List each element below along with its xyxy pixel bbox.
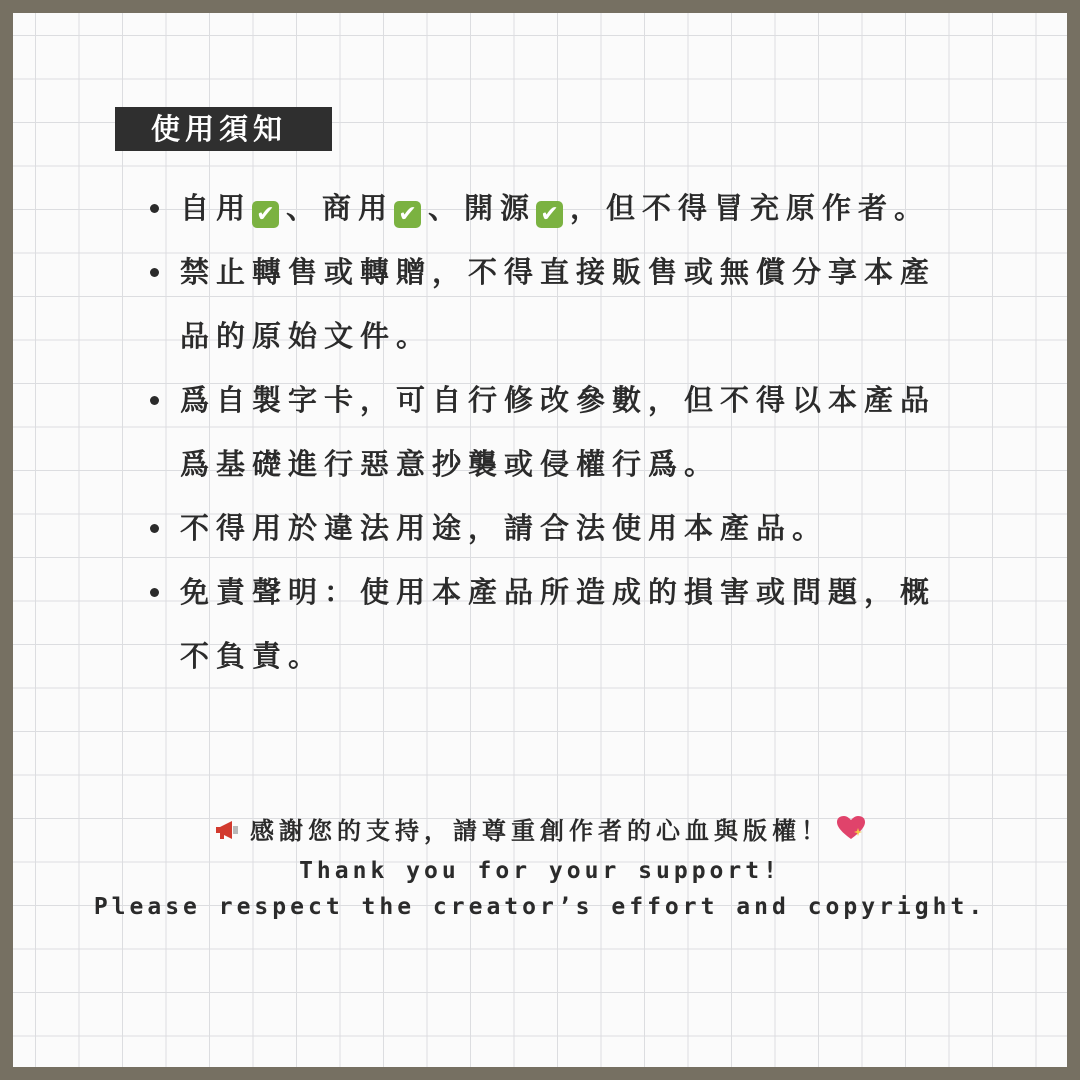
rule-text: 自用 xyxy=(180,191,253,225)
footer-thanks-zh xyxy=(13,813,1067,853)
rule-item-resale: 禁止轉售或轉贈，不得直接販售或無償分享本產品的原始文件。 xyxy=(150,240,970,368)
rule-item-custom-card: 爲自製字卡，可自行修改參數，但不得以本產品爲基礎進行惡意抄襲或侵權行爲。 xyxy=(150,368,970,496)
megaphone-icon xyxy=(214,817,240,853)
rule-item-legal-use: 不得用於違法用途，請合法使用本產品。 xyxy=(150,496,970,560)
notice-card xyxy=(13,13,1067,1067)
check-mark-icon: ✔ xyxy=(394,201,421,228)
sparkling-heart-icon xyxy=(836,815,866,851)
page-title: 使用須知 xyxy=(115,107,332,151)
rule-text: ，但不得冒充原作者。 xyxy=(570,191,931,225)
check-mark-icon: ✔ xyxy=(536,201,563,228)
rule-text: 、開源 xyxy=(428,191,537,225)
footer-respect-en: Please respect the creator’s effort and copyright. xyxy=(93,894,987,920)
rule-item-usage xyxy=(150,176,970,240)
rules-list xyxy=(150,176,970,688)
footer-message xyxy=(13,813,1067,925)
footer-zh-text: 感謝您的支持，請尊重創作者的心血與版權！ xyxy=(250,817,830,845)
check-mark-icon: ✔ xyxy=(252,201,279,228)
rule-text: 、商用 xyxy=(286,191,395,225)
rule-item-disclaimer: 免責聲明：使用本產品所造成的損害或問題，概不負責。 xyxy=(150,560,970,688)
footer-thanks-en: Thank you for your support! xyxy=(299,858,781,884)
